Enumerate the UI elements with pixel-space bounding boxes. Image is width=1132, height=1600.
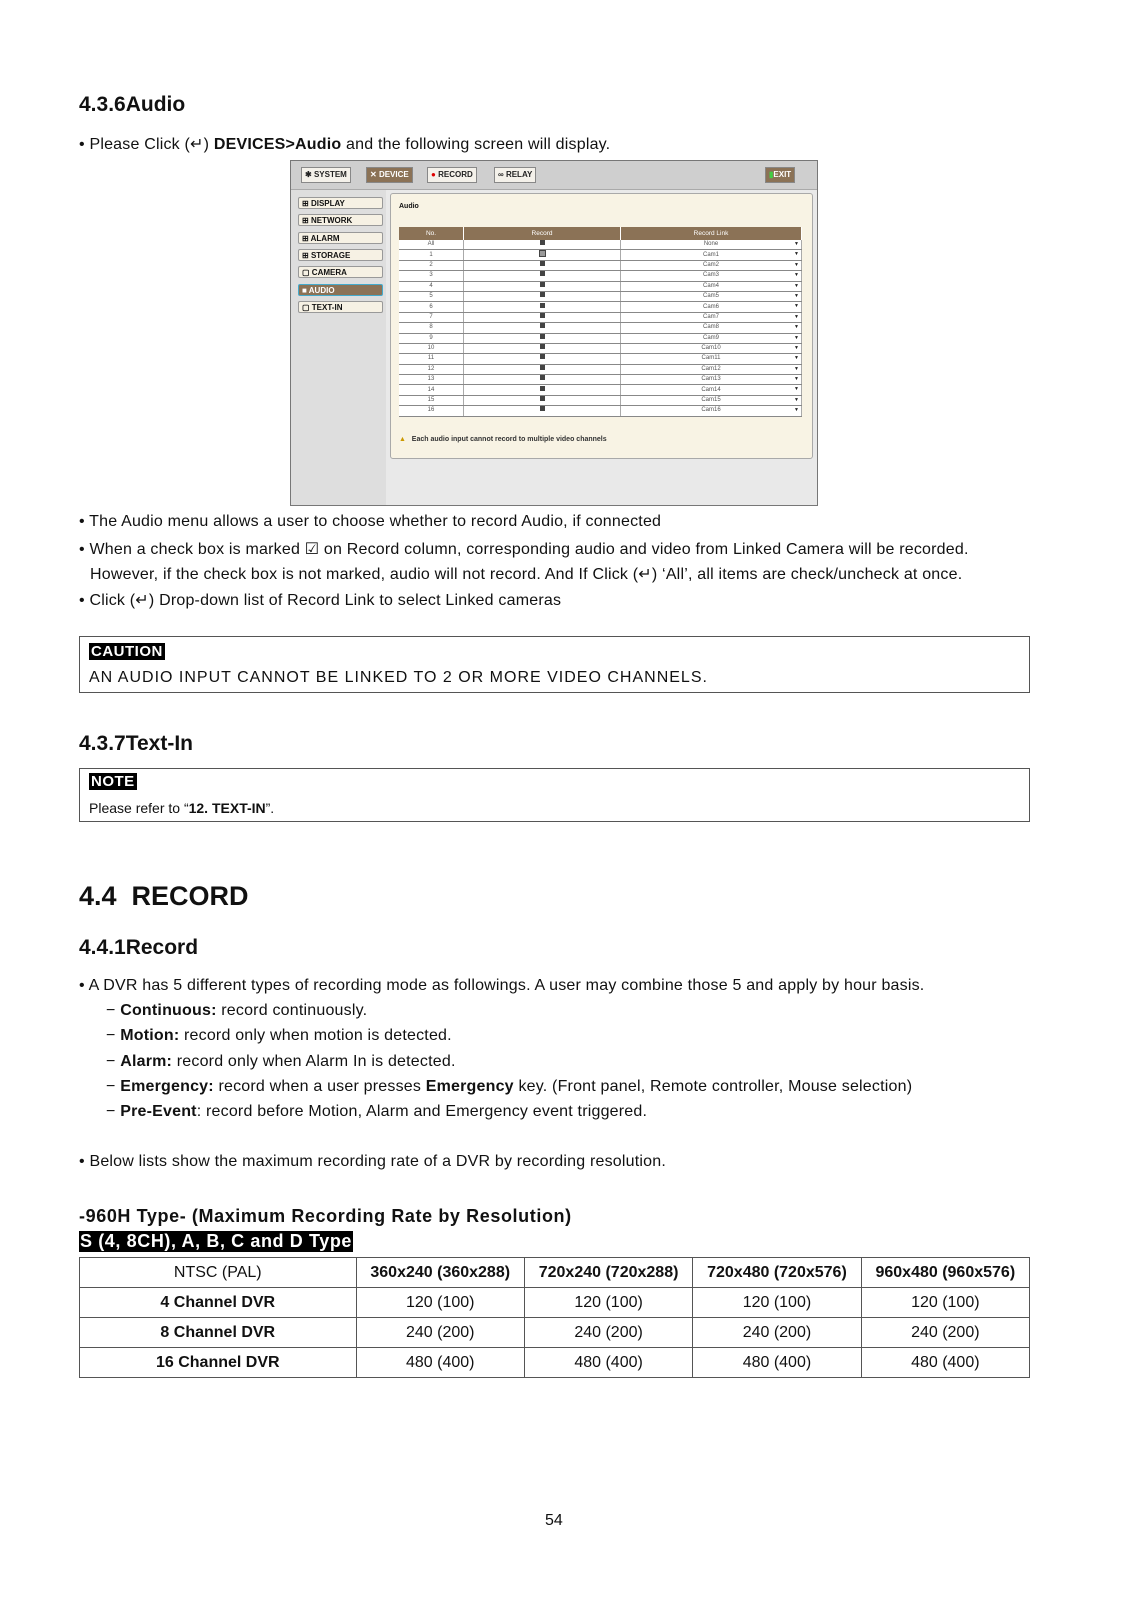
side-menu-storage[interactable]: [298, 249, 383, 261]
row-no: 15: [399, 395, 464, 405]
record-checkbox-cell: [464, 395, 621, 405]
record-link-value: Cam10: [701, 345, 721, 352]
mode-name: Emergency:: [120, 1077, 214, 1095]
record-checkbox[interactable]: [540, 386, 545, 391]
dvr-side-menu: [291, 190, 386, 505]
record-checkbox[interactable]: [540, 313, 545, 318]
side-menu-text-in[interactable]: [298, 301, 383, 313]
record-link-value: Cam11: [701, 355, 721, 362]
record-checkbox[interactable]: [540, 396, 545, 401]
mode-desc: record only when motion is detected.: [179, 1027, 452, 1045]
menu-icon: ⊞: [302, 250, 309, 260]
record-checkbox-cell: [464, 302, 621, 312]
col-no: No.: [399, 227, 464, 240]
side-menu-alarm[interactable]: [298, 232, 383, 244]
exit-label: EXIT: [773, 170, 792, 179]
record-link-value: Cam4: [702, 282, 719, 289]
row-no: 12: [399, 364, 464, 374]
rate-header-row: [80, 1258, 1030, 1288]
rate-cell: 4 Channel DVR: [80, 1288, 357, 1318]
intro-pre: • Please Click (↵): [79, 136, 214, 153]
record-checkbox-cell: [464, 354, 621, 364]
record-mode-item: − Alarm: record only when Alarm In is detected.: [106, 1052, 456, 1070]
audio-row: [399, 395, 802, 405]
dvr-top-bar: [291, 161, 817, 190]
mode-desc-2: key. (Front panel, Remote controller, Mouse selection): [513, 1077, 913, 1095]
table-title: -960H Type- (Maximum Recording Rate by Resolution): [79, 1206, 572, 1226]
chevron-down-icon: ▼: [794, 241, 799, 247]
record-link-value: Cam14: [701, 386, 721, 393]
tab-record[interactable]: [427, 167, 477, 183]
caution-label: CAUTION: [91, 643, 163, 660]
row-no: 8: [399, 323, 464, 333]
exit-icon: ▮: [769, 170, 774, 179]
caution-box: [79, 636, 1030, 693]
menu-icon: ⊞: [302, 216, 309, 226]
rate-header-cell: 360x240 (360x288): [356, 1258, 524, 1288]
chevron-down-icon: ▼: [794, 303, 799, 310]
rate-cell: 480 (400): [356, 1348, 524, 1378]
bullet-3: • Click (↵) Drop-down list of Record Link to select Linked cameras: [79, 592, 562, 609]
chevron-down-icon: ▼: [794, 261, 799, 268]
note-text: [89, 800, 274, 816]
menu-icon: ■: [302, 285, 307, 295]
audio-heading: 4.3.6Audio: [79, 93, 186, 116]
record-checkbox-cell: [464, 364, 621, 374]
record-checkbox-cell: [464, 343, 621, 353]
record-subheading: 4.4.1Record: [79, 936, 199, 959]
rate-header-cell: 720x240 (720x288): [524, 1258, 692, 1288]
record-link-dropdown[interactable]: [621, 385, 802, 395]
audio-panel: [390, 193, 813, 459]
warning-message: [399, 436, 607, 443]
audio-row: [399, 343, 802, 353]
tab-label: SYSTEM: [313, 170, 347, 179]
chevron-down-icon: ▼: [794, 365, 799, 372]
record-link-value: Cam3: [702, 272, 719, 279]
mode-desc: record only when Alarm In is detected.: [172, 1052, 456, 1070]
record-link-value: None: [703, 241, 719, 248]
rate-cell: 480 (400): [861, 1348, 1029, 1378]
chevron-down-icon: ▼: [794, 396, 799, 403]
exit-button[interactable]: [765, 167, 795, 183]
record-checkbox[interactable]: [540, 406, 545, 411]
chevron-down-icon: ▼: [794, 251, 799, 258]
record-link-dropdown[interactable]: [621, 302, 802, 312]
audio-row: [399, 250, 802, 260]
record-link-value: Cam5: [702, 293, 719, 300]
mode-name: Pre-Event: [120, 1103, 197, 1121]
record-checkbox[interactable]: [540, 240, 545, 245]
menu-label: DISPLAY: [310, 199, 345, 208]
mode-name: Continuous:: [120, 1002, 217, 1019]
rate-cell: 240 (200): [524, 1318, 692, 1348]
side-menu-network[interactable]: [298, 214, 383, 226]
menu-icon: ⊞: [302, 199, 309, 208]
audio-intro: [79, 134, 610, 154]
chevron-down-icon: ▼: [794, 344, 799, 351]
rate-header-cell: 960x480 (960x576): [861, 1258, 1029, 1288]
record-link-value: Cam6: [702, 303, 719, 310]
record-mode-item: − Continuous: record continuously.: [106, 1002, 368, 1019]
record-link-value: Cam8: [702, 324, 719, 331]
menu-label: AUDIO: [308, 285, 335, 295]
record-checkbox-cell: [464, 385, 621, 395]
record-mode-item: − Pre-Event: record before Motion, Alarm and Emergency event triggered.: [106, 1103, 648, 1121]
row-no: All: [399, 240, 464, 250]
mode-key: Emergency: [425, 1077, 514, 1095]
audio-table: [399, 227, 802, 417]
record-link-dropdown[interactable]: [621, 333, 802, 343]
warning-text: Each audio input cannot record to multiple video channels: [411, 436, 607, 443]
tab-system[interactable]: ✱ SYSTEM: [301, 167, 351, 183]
record-mode-item: − Emergency: record when a user presses Emergency key. (Front panel, Remote controller, Mouse selection): [106, 1077, 913, 1095]
record-checkbox[interactable]: [540, 261, 545, 266]
row-no: 16: [399, 406, 464, 416]
rate-cell: 8 Channel DVR: [80, 1318, 357, 1348]
record-link-dropdown[interactable]: [621, 364, 802, 374]
rate-cell: 120 (100): [356, 1288, 524, 1318]
record-link-dropdown[interactable]: [621, 281, 802, 291]
rate-cell: 240 (200): [693, 1318, 861, 1348]
rate-cell: 120 (100): [524, 1288, 692, 1318]
row-no: 3: [399, 271, 464, 281]
audio-row: [399, 271, 802, 281]
record-checkbox-cell: [464, 312, 621, 322]
col-record-link: Record Link: [621, 227, 802, 240]
dvr-audio-screenshot: [290, 160, 818, 506]
bullet-2-cont: However, if the check box is not marked, audio will not record. And If Click (↵) ‘All’, all items are check/uncheck at once.: [90, 566, 963, 583]
chevron-down-icon: ▼: [794, 272, 799, 279]
record-link-value: Cam2: [702, 261, 719, 268]
intro-post: and the following screen will display.: [341, 136, 611, 153]
record-checkbox[interactable]: [540, 334, 545, 339]
recording-rate-table: [79, 1257, 1030, 1378]
record-link-value: Cam12: [701, 365, 721, 372]
audio-row: [399, 260, 802, 270]
mode-desc: : record before Motion, Alarm and Emergency event triggered.: [196, 1103, 648, 1121]
record-link-dropdown[interactable]: [621, 291, 802, 301]
row-no: 9: [399, 333, 464, 343]
mode-name: Alarm:: [120, 1052, 173, 1070]
audio-row: [399, 323, 802, 333]
record-checkbox[interactable]: [540, 354, 545, 359]
record-link-dropdown[interactable]: [621, 323, 802, 333]
row-no: 10: [399, 343, 464, 353]
row-no: 6: [399, 302, 464, 312]
audio-row: [399, 291, 802, 301]
tab-device[interactable]: ✕ DEVICE: [366, 167, 413, 183]
record-link-dropdown[interactable]: [621, 271, 802, 281]
record-checkbox[interactable]: [540, 292, 545, 297]
record-link-value: Cam7: [702, 313, 719, 320]
record-checkbox-cell: [464, 240, 621, 250]
chevron-down-icon: ▼: [794, 386, 799, 393]
record-heading: 4.4 RECORD: [79, 881, 249, 911]
record-checkbox-cell: [464, 281, 621, 291]
record-checkbox-cell: [464, 271, 621, 281]
mode-desc: record continuously.: [216, 1002, 368, 1019]
record-link-dropdown[interactable]: [621, 406, 802, 416]
record-intro: • A DVR has 5 different types of recording mode as followings. A user may combine those 5 and apply by hour basis.: [79, 977, 925, 994]
record-checkbox-cell: [464, 375, 621, 385]
bullet-2: • When a check box is marked ☑ on Record column, corresponding audio and video from Linked Camera will be recorded.: [79, 541, 969, 558]
audio-row: [399, 406, 802, 416]
record-link-value: Cam16: [701, 407, 721, 414]
audio-row: [399, 302, 802, 312]
record-checkbox[interactable]: [540, 282, 545, 287]
rate-cell: 120 (100): [693, 1288, 861, 1318]
audio-row: [399, 375, 802, 385]
record-link-dropdown[interactable]: [621, 395, 802, 405]
menu-label: ALARM: [310, 233, 340, 243]
mode-name: Motion:: [120, 1027, 180, 1045]
record-checkbox-cell: [464, 291, 621, 301]
panel-title: Audio: [399, 203, 419, 210]
chevron-down-icon: ▼: [794, 334, 799, 341]
rate-row: [80, 1348, 1030, 1378]
row-no: 5: [399, 291, 464, 301]
note-post: ”.: [265, 800, 275, 816]
chevron-down-icon: ▼: [794, 292, 799, 299]
audio-row: [399, 333, 802, 343]
rate-row: [80, 1318, 1030, 1348]
col-record: Record: [464, 227, 621, 240]
rate-cell: 16 Channel DVR: [80, 1348, 357, 1378]
side-menu-display[interactable]: [298, 197, 383, 209]
record-link-dropdown[interactable]: [621, 354, 802, 364]
rate-cell: 480 (400): [693, 1348, 861, 1378]
audio-row: [399, 312, 802, 322]
record-icon: ●: [431, 170, 436, 179]
row-no: 2: [399, 260, 464, 270]
record-checkbox[interactable]: [540, 303, 545, 308]
record-link-dropdown[interactable]: [621, 375, 802, 385]
menu-icon: ▢: [302, 302, 310, 312]
record-link-dropdown[interactable]: [621, 250, 802, 260]
record-checkbox[interactable]: [540, 344, 545, 349]
record-mode-item: − Motion: record only when motion is detected.: [106, 1027, 452, 1045]
menu-label: CAMERA: [311, 268, 347, 278]
row-no: 1: [399, 250, 464, 260]
record-link-value: Cam15: [701, 397, 721, 404]
record-checkbox[interactable]: [540, 365, 545, 370]
mode-desc: record when a user presses: [213, 1077, 426, 1095]
warning-icon: ▲: [399, 436, 406, 443]
record-checkbox-cell: [464, 250, 621, 260]
rate-cell: 240 (200): [356, 1318, 524, 1348]
rate-header-cell: 720x480 (720x576): [693, 1258, 861, 1288]
bullet-1: • The Audio menu allows a user to choose whether to record Audio, if connected: [79, 513, 662, 530]
note-ref: 12. TEXT-IN: [188, 800, 266, 816]
audio-row: [399, 354, 802, 364]
record-link-value: Cam9: [702, 334, 719, 341]
audio-row: [399, 281, 802, 291]
record-checkbox[interactable]: [540, 323, 545, 328]
caution-text: AN AUDIO INPUT CANNOT BE LINKED TO 2 OR MORE VIDEO CHANNELS.: [89, 669, 708, 686]
chevron-down-icon: ▼: [794, 355, 799, 362]
note-label: NOTE: [91, 773, 135, 790]
rate-row: [80, 1288, 1030, 1318]
record-link-dropdown[interactable]: [621, 260, 802, 270]
chevron-down-icon: ▼: [794, 313, 799, 320]
chevron-down-icon: ▼: [794, 324, 799, 331]
record-checkbox[interactable]: [540, 271, 545, 276]
menu-icon: ⊞: [302, 233, 309, 243]
menu-icon: ▢: [302, 268, 310, 278]
audio-row: [399, 385, 802, 395]
record-checkbox-cell: [464, 260, 621, 270]
record-checkbox[interactable]: [540, 251, 545, 256]
row-no: 14: [399, 385, 464, 395]
menu-label: TEXT-IN: [311, 302, 343, 312]
chevron-down-icon: ▼: [794, 282, 799, 289]
side-menu-audio[interactable]: [298, 284, 383, 296]
record-checkbox[interactable]: [540, 375, 545, 380]
row-no: 4: [399, 281, 464, 291]
rate-header-cell: NTSC (PAL): [80, 1258, 357, 1288]
chevron-down-icon: ▼: [794, 407, 799, 414]
rate-cell: 240 (200): [861, 1318, 1029, 1348]
tab-label: RELAY: [505, 170, 533, 179]
menu-label: NETWORK: [310, 216, 353, 226]
side-menu-camera[interactable]: [298, 266, 383, 278]
row-no: 13: [399, 375, 464, 385]
audio-row: [399, 240, 802, 250]
record-link-dropdown[interactable]: [621, 343, 802, 353]
tab-label: RECORD: [438, 170, 473, 179]
record-checkbox-cell: [464, 333, 621, 343]
record-link-dropdown[interactable]: [621, 240, 802, 250]
record-link-dropdown[interactable]: [621, 312, 802, 322]
record-link-value: Cam13: [701, 376, 721, 383]
note-box: [79, 768, 1030, 822]
intro-path: DEVICES>Audio: [213, 136, 342, 153]
below-text: • Below lists show the maximum recording rate of a DVR by recording resolution.: [79, 1153, 666, 1170]
rate-cell: 120 (100): [861, 1288, 1029, 1318]
record-checkbox-cell: [464, 323, 621, 333]
note-pre: Please refer to “: [89, 800, 189, 816]
chevron-down-icon: ▼: [794, 376, 799, 383]
rate-cell: 480 (400): [524, 1348, 692, 1378]
record-link-value: Cam1: [702, 251, 719, 258]
textin-heading: 4.3.7Text-In: [79, 732, 193, 755]
tab-relay[interactable]: ∞ RELAY: [494, 167, 536, 183]
row-no: 11: [399, 354, 464, 364]
row-no: 7: [399, 312, 464, 322]
menu-label: STORAGE: [310, 250, 351, 260]
tab-label: DEVICE: [378, 170, 409, 179]
table-subtitle: S (4, 8CH), A, B, C and D Type: [80, 1231, 353, 1251]
record-checkbox-cell: [464, 406, 621, 416]
page-number: 54: [545, 1512, 563, 1529]
audio-row: [399, 364, 802, 374]
